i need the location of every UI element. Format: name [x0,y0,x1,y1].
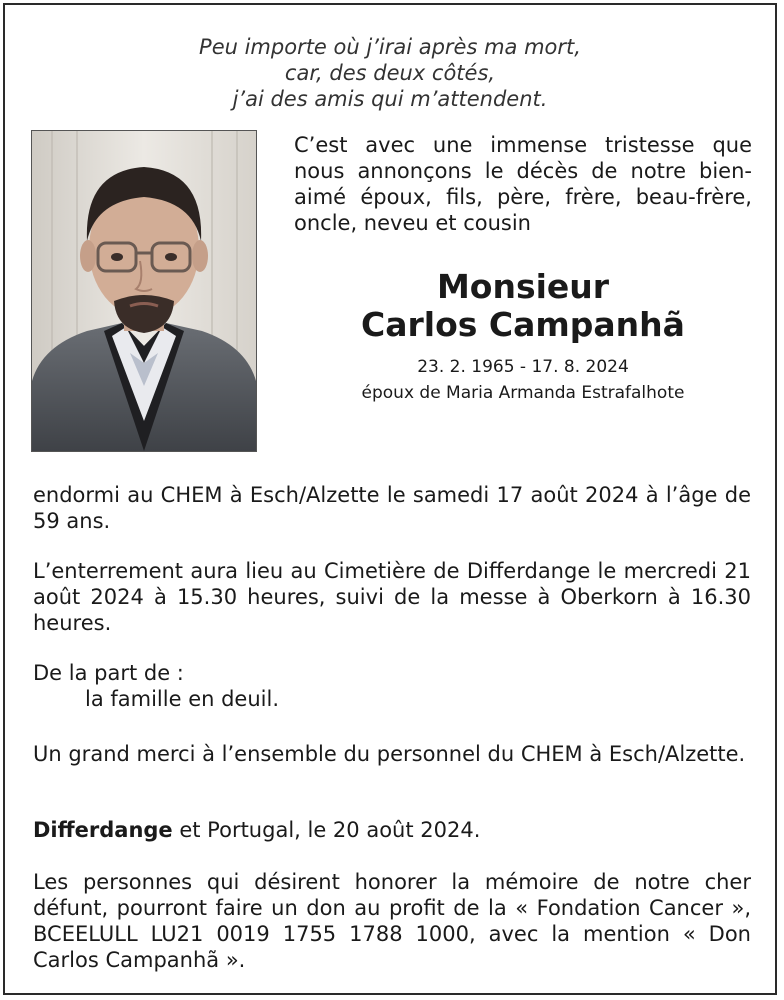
thanks-paragraph: Un grand merci à l’ensemble du personnel du CHEM à Esch/Alzette. [33,742,746,766]
deceased-name: Carlos Campanhã [361,305,685,344]
from-label: De la part de : [33,661,184,685]
portrait-photo [31,130,257,452]
place-date-line [33,817,751,843]
epigraph-line: j’ai des amis qui m’attendent. [232,87,548,111]
funeral-paragraph: L’enterrement aura lieu au Cimetière de Differdange le mercredi 21 août 2024 à 15.30 heures, suivi de la messe à Oberkorn à 16.30 heures. [33,559,751,635]
from-family: la famille en deuil. [85,687,280,711]
deceased-block [300,268,746,406]
place-name: Differdange [33,818,173,842]
epigraph-line: car, des deux côtés, [284,61,496,85]
place-date-rest: et Portugal, le 20 août 2024. [172,818,481,842]
portrait-illustration [32,131,256,451]
intro-text: C’est avec une immense tristesse que nous annonçons le décès de notre bien-aimé époux, fils, père, frère, beau-frère, oncle, neveu et cousin [294,133,752,235]
epigraph-line: Peu importe où j’irai après ma mort, [199,35,581,59]
honorific: Monsieur [436,267,610,306]
epigraph [0,34,780,112]
donation-paragraph: Les personnes qui désirent honorer la mémoire de notre cher défunt, pourront faire un don au profit de la « Fondation Cancer », BCEELULL LU21 0019 1755 1788 1000, avec la mention « Don Carlos Campanhã ». [33,870,751,972]
from-block [33,660,751,712]
life-dates: 23. 2. 1965 - 17. 8. 2024 [417,357,629,377]
spouse-line: époux de Maria Armanda Estrafalhote [361,383,685,403]
death-paragraph: endormi au CHEM à Esch/Alzette le samedi 17 août 2024 à l’âge de 59 ans. [33,483,751,533]
